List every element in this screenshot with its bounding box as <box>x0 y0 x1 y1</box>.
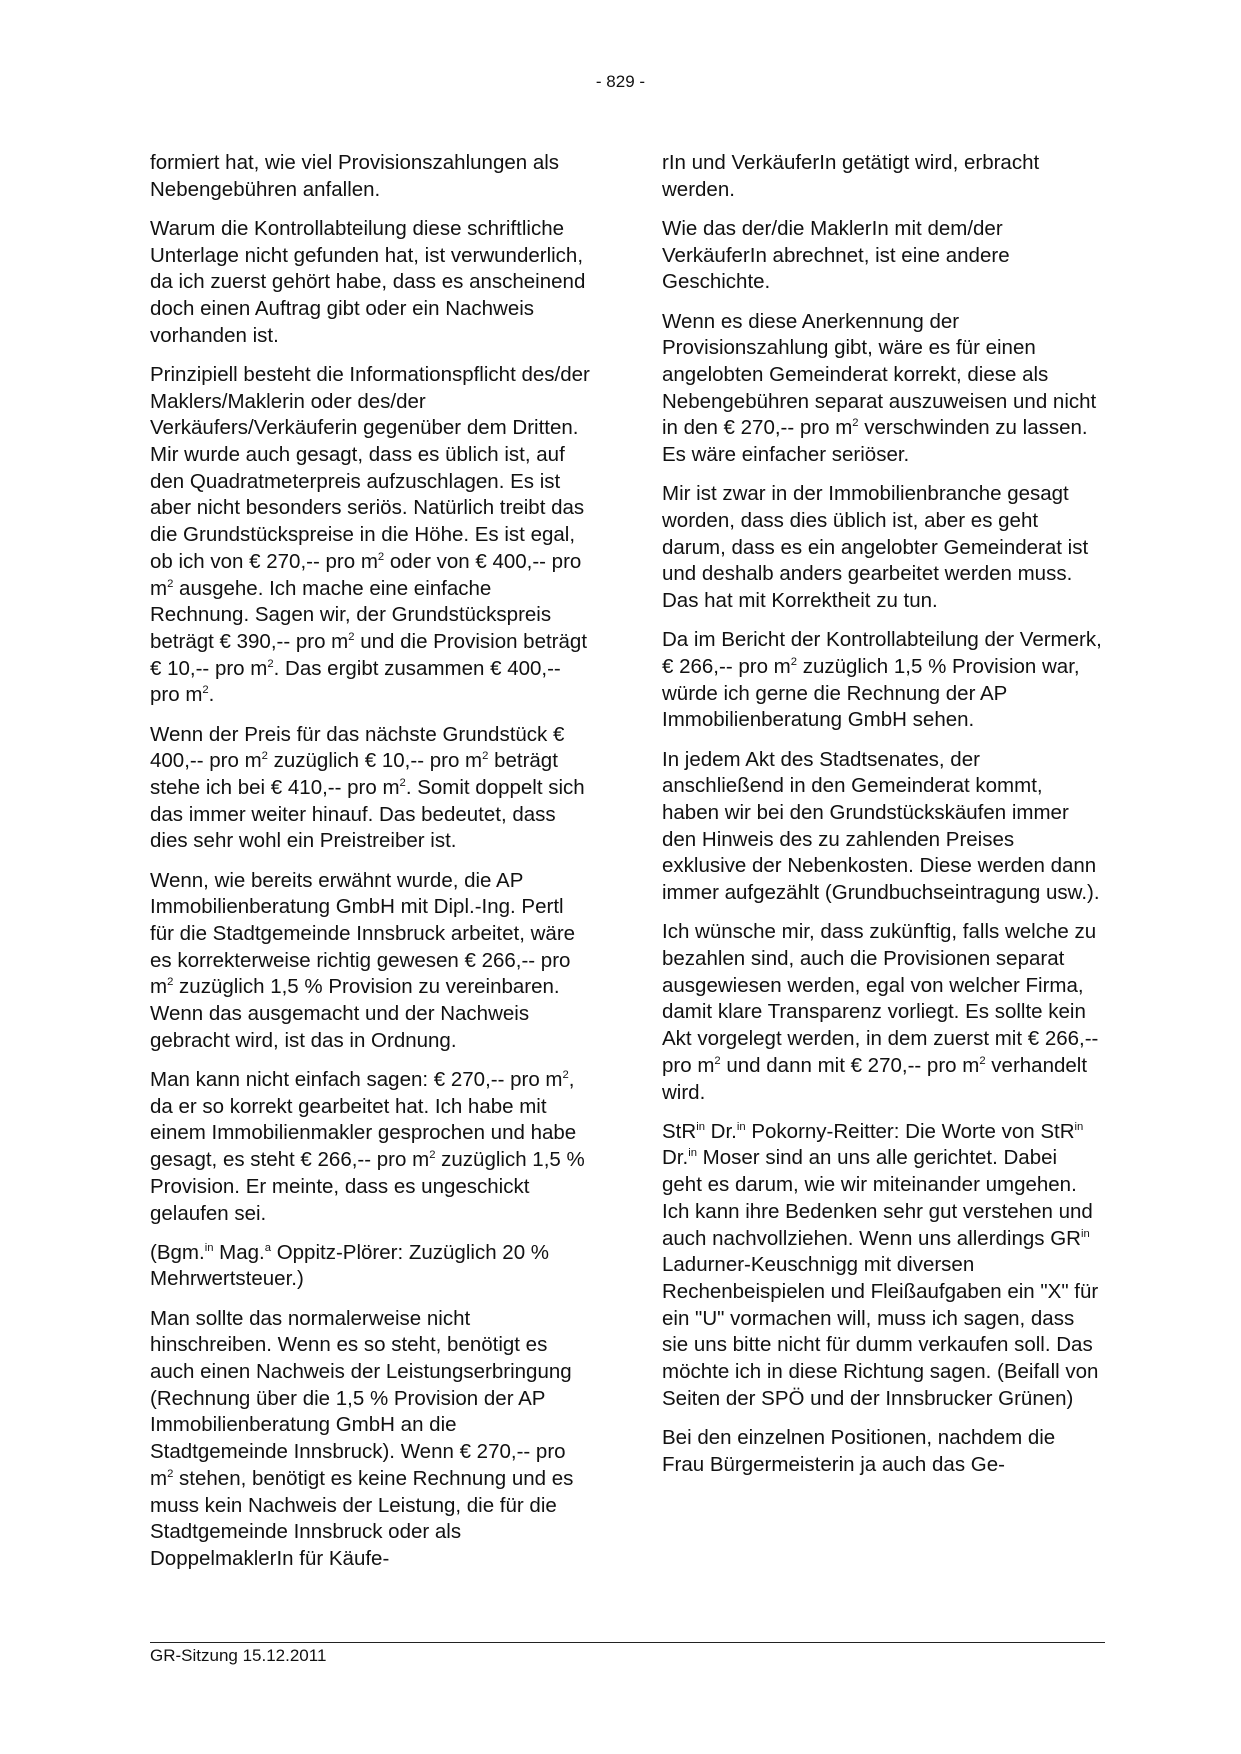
paragraph: Wenn es diese Anerkennung der Provisionszahlung gibt, wäre es für einen angelobten Gemeinderat korrekt, diese als Nebengebühren separat auszuweisen und nicht in den € 270,-- pro $m^2$ verschwinden zu lassen. Es wäre einfacher seriöser. <box>662 309 1097 467</box>
paragraph: Bei den einzelnen Positionen, nachdem die Frau Bürgermeisterin ja auch das Ge- <box>662 1425 1056 1476</box>
paragraph: Wenn der Preis für das nächste Grundstück € 400,-- pro $m^2$ zuzüglich € 10,-- pro $m^2$ beträgt stehe ich bei € 410,-- pro $m^2$. Somit doppelt sich das immer weiter hinauf. Das bedeutet, dass dies sehr wohl ein Preistreiber ist. <box>150 722 585 853</box>
right-column <box>662 150 1102 1491</box>
paragraph: Mir ist zwar in der Immobilienbranche gesagt worden, dass dies üblich ist, aber es geht darum, dass es ein angelobter Gemeinderat ist und deshalb anders gearbeitet werden muss. Das hat mit Korrektheit zu tun. <box>662 482 1089 613</box>
footer-divider <box>150 1642 1105 1643</box>
paragraph-interjection: (Bgm.$^{in}$ Mag.$^a$ Oppitz-Plörer: Zuzüglich 20 % Mehrwertsteuer.) <box>150 1240 550 1291</box>
paragraph: Wenn, wie bereits erwähnt wurde, die AP Immobilienberatung GmbH mit Dipl.-Ing. Pertl für die Stadtgemeinde Innsbruck arbeitet, wäre es korrekterweise richtig gewesen € 266,-- pro $m^2$ zuzüglich 1,5 % Provision zu vereinbaren. Wenn das ausgemacht und der Nachweis gebracht wird, ist das in Ordnung. <box>150 868 576 1052</box>
paragraph: formiert hat, wie viel Provisionszahlungen als Nebengebühren anfallen. <box>150 151 560 201</box>
paragraph: Wie das der/die MaklerIn mit dem/der VerkäuferIn abrechnet, ist eine andere Geschichte. <box>662 216 1010 294</box>
paragraph: Man kann nicht einfach sagen: € 270,-- pro $m^2$, da er so korrekt gearbeitet hat. Ich habe mit einem Immobilienmakler gesprochen und habe gesagt, es steht € 266,-- pro $m^2$ zuzüglich 1,5 % Provision. Er meinte, dass es ungeschickt gelaufen sei. <box>150 1068 585 1225</box>
paragraph: Da im Bericht der Kontrollabteilung der Vermerk, € 266,-- pro $m^2$ zuzüglich 1,5 % Provision war, würde ich gerne die Rechnung der AP Immobilienberatung GmbH sehen. <box>662 628 1102 732</box>
paragraph: Man sollte das normalerweise nicht hinschreiben. Wenn es so steht, benötigt es auch einen Nachweis der Leistungserbringung (Rechnung über die 1,5 % Provision der AP Immobilienberatung GmbH an die Stadtgemeinde Innsbruck). Wenn € 270,-- pro $m^2$ stehen, benötigt es keine Rechnung und es muss kein Nachweis der Leistung, die für die Stadtgemeinde Innsbruck oder als DoppelmaklerIn für Käufe- <box>150 1306 574 1570</box>
paragraph: Warum die Kontrollabteilung diese schriftliche Unterlage nicht gefunden hat, ist verwunderlich, da ich zuerst gehört habe, dass es anscheinend doch einen Auftrag gibt oder ein Nachweis vorhanden ist. <box>150 216 586 347</box>
left-column <box>150 150 590 1585</box>
paragraph-speaker: StR$^{in}$ Dr.$^{in}$ Pokorny-Reitter: Die Worte von StR$^{in}$ Dr.$^{in}$ Moser sind an uns alle gerichtet. Dabei geht es darum, wie wir miteinander umgehen. Ich kann ihre Bedenken sehr gut verstehen und auch nachvollziehen. Wenn uns allerdings $GR^{in}$ Ladurner-Keuschnigg mit diversen Rechenbeispielen und Fleißaufgaben ein "X" für ein "U" vormachen will, muss ich sagen, dass sie uns bitte nicht für dumm verkaufen soll. Das möchte ich in diese Richtung sagen. (Beifall von Seiten der SPÖ und der Innsbrucker Grünen) <box>662 1119 1099 1410</box>
page-number: - 829 - <box>595 72 646 91</box>
paragraph: rIn und VerkäuferIn getätigt wird, erbracht werden. <box>662 151 1040 201</box>
paragraph: Ich wünsche mir, dass zukünftig, falls welche zu bezahlen sind, auch die Provisionen separat ausgewiesen werden, egal von welcher Firma, damit klare Transparenz vorliegt. Es sollte kein Akt vorgelegt werden, in dem zuerst mit € 266,-- pro $m^2$ und dann mit € 270,-- pro $m^2$ verhandelt wird. <box>662 920 1099 1104</box>
paragraph: In jedem Akt des Stadtsenates, der anschließend in den Gemeinderat kommt, haben wir bei den Grundstückskäufen immer den Hinweis des zu zahlenden Preises exklusive der Nebenkosten. Diese werden dann immer aufgezählt (Grundbuchseintragung usw.). <box>662 747 1100 905</box>
paragraph: Prinzipiell besteht die Informationspflicht des/der Maklers/Maklerin oder des/der Verkäufers/Verkäuferin gegenüber dem Dritten. Mir wurde auch gesagt, dass es üblich ist, auf den Quadratmeterpreis aufzuschlagen. Es ist aber nicht besonders seriös. Natürlich treibt das die Grundstückspreise in die Höhe. Es ist egal, ob ich von € 270,-- pro $m^2$ oder von € 400,-- pro $m^2$ ausgehe. Ich mache eine einfache Rechnung. Sagen wir, der Grundstückspreis beträgt € 390,-- pro $m^2$ und die Provision beträgt € 10,-- pro $m^2$. Das ergibt zusammen € 400,-- pro $m^2$. <box>150 362 590 707</box>
footer-session-date: GR-Sitzung 15.12.2011 <box>150 1646 327 1665</box>
